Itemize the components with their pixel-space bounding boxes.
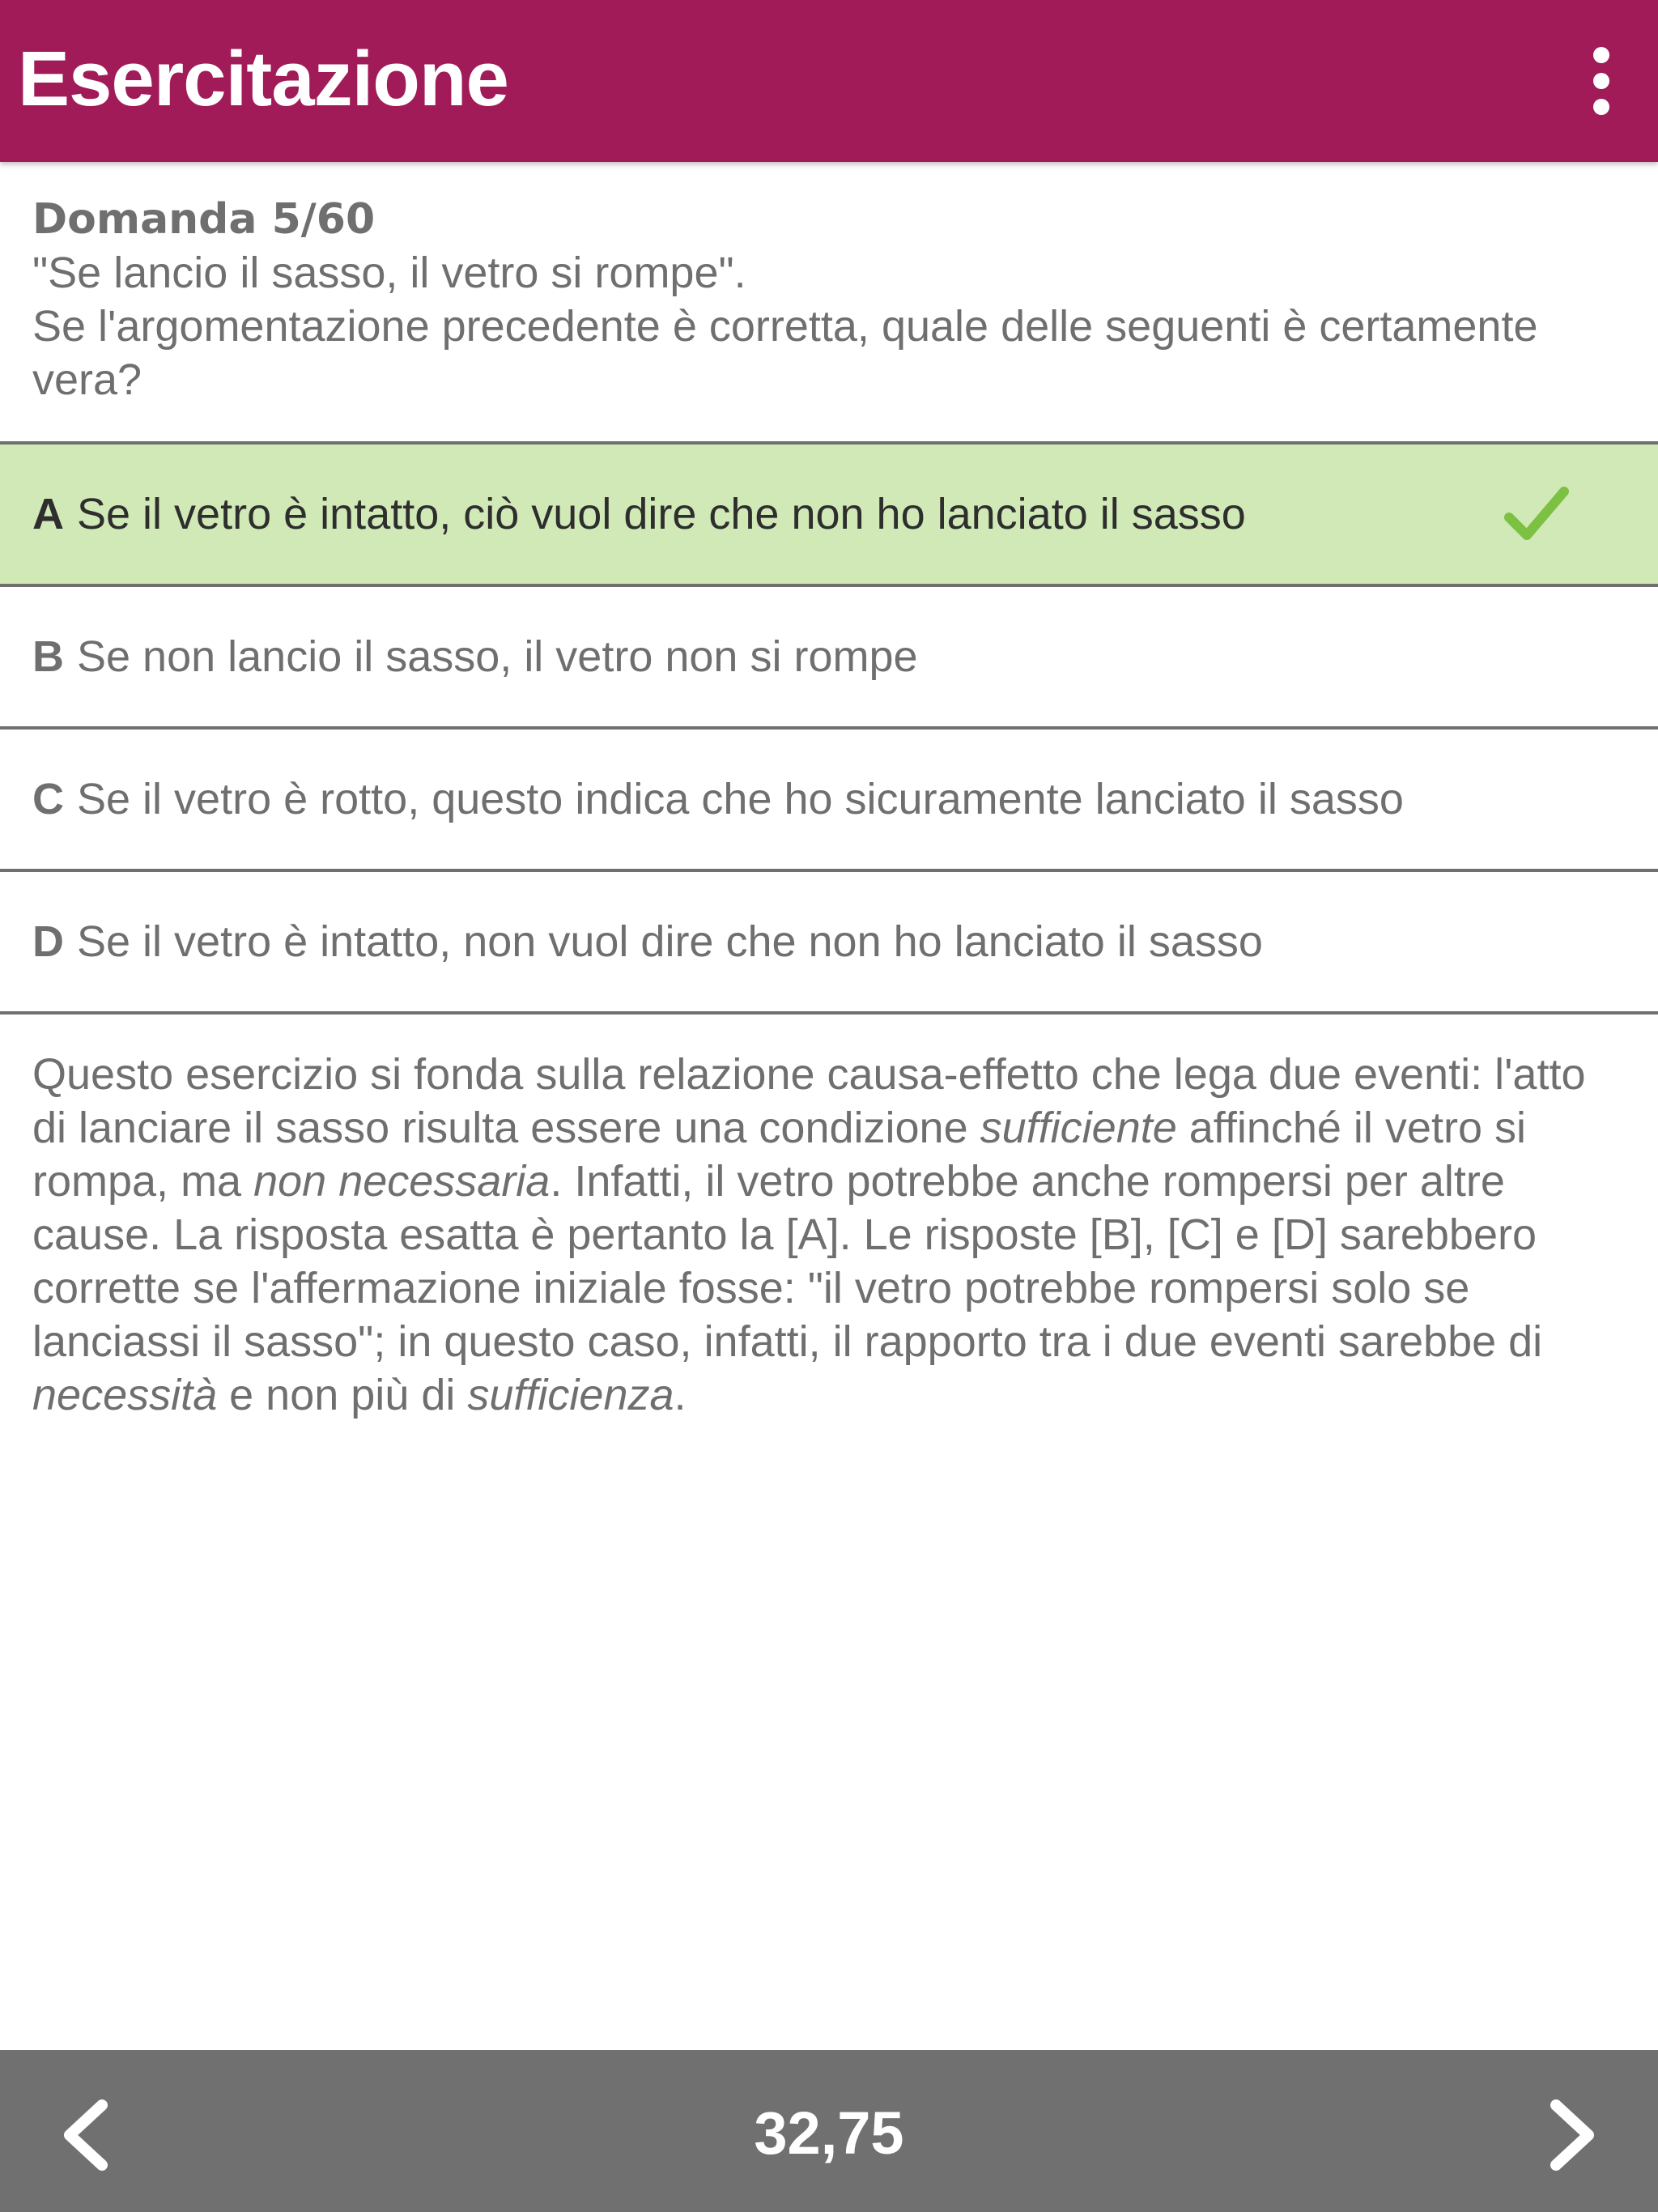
- next-question-button[interactable]: [1528, 2091, 1618, 2180]
- explanation-emphasis: sufficienza: [467, 1371, 674, 1419]
- explanation-emphasis: necessità: [32, 1371, 218, 1419]
- app-title: Esercitazione: [18, 36, 508, 122]
- option-text: Se non lancio il sasso, il vetro non si rompe: [77, 632, 918, 681]
- option-letter: C: [32, 775, 64, 823]
- explanation-emphasis: non necessaria: [253, 1157, 551, 1206]
- option-letter: D: [32, 917, 64, 966]
- bottom-navigation-bar: [0, 2050, 1658, 2212]
- explanation-part: . Infatti, il vetro potrebbe anche rompersi per altre cause. La risposta esatta è pertanto la [A]. Le risposte [B], [C] e [D] sarebbero corrette se l'affermazione iniziale fosse: "il vetro potrebbe rompersi solo se lanciassi il sasso"; in questo caso, infatti, il rapporto tra i due eventi sarebbe di: [32, 1157, 1543, 1366]
- answer-option-b[interactable]: [0, 587, 1658, 730]
- explanation-part: Questo esercizio si fonda sulla relazione causa-effetto che lega due eventi: l'atto di lanciare il sasso risulta essere una condizione: [32, 1050, 1586, 1152]
- check-icon: [1504, 485, 1569, 542]
- explanation-text: [32, 1048, 1631, 1422]
- overflow-menu-button[interactable]: [1562, 42, 1640, 120]
- option-text: Se il vetro è rotto, questo indica che ho sicuramente lanciato il sasso: [77, 775, 1404, 823]
- option-text: Se il vetro è intatto, non vuol dire che non ho lanciato il sasso: [77, 917, 1263, 966]
- more-vertical-icon: [1593, 47, 1609, 63]
- question-number: Domanda 5/60: [32, 195, 376, 244]
- answer-option-c[interactable]: [0, 730, 1658, 872]
- option-letter: A: [32, 490, 64, 538]
- score-value: 32,75: [754, 2099, 904, 2167]
- chevron-right-icon: [1545, 2099, 1601, 2172]
- option-text: Se il vetro è intatto, ciò vuol dire che non ho lanciato il sasso: [77, 490, 1246, 538]
- explanation-emphasis: sufficiente: [980, 1104, 1177, 1152]
- option-letter: B: [32, 632, 64, 681]
- explanation-part: affinché il vetro si rompa, ma: [32, 1104, 1526, 1206]
- explanation-part: .: [674, 1371, 687, 1419]
- answer-option-a[interactable]: [0, 441, 1658, 587]
- answer-option-d[interactable]: [0, 872, 1658, 1015]
- question-text: "Se lancio il sasso, il vetro si rompe". Se l'argomentazione precedente è corretta, quale delle seguenti è certamente vera?: [32, 249, 1538, 404]
- more-vertical-icon-dot: [1593, 73, 1609, 89]
- explanation-part: e non più di: [217, 1371, 468, 1419]
- app-bar: [0, 0, 1658, 162]
- question-block: [32, 193, 1619, 406]
- more-vertical-icon-dot: [1593, 99, 1609, 115]
